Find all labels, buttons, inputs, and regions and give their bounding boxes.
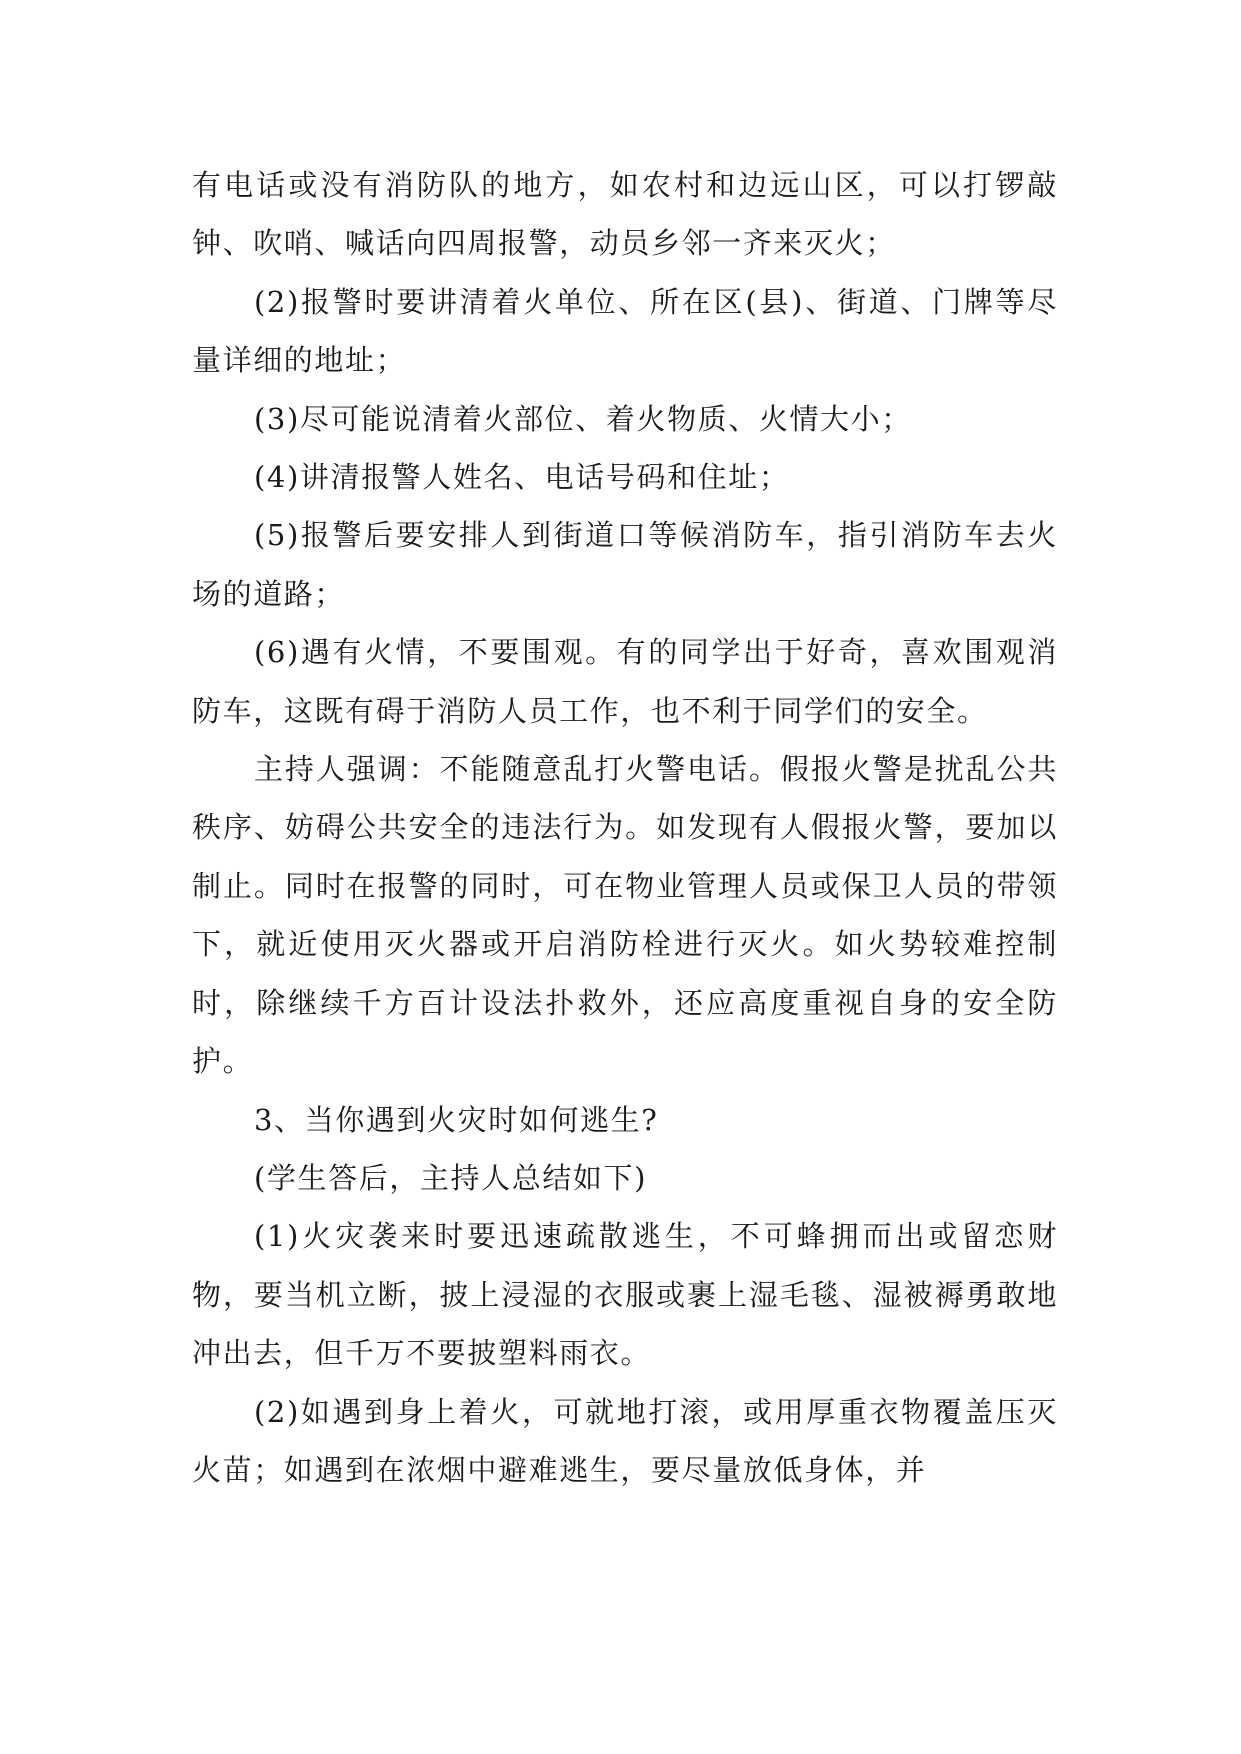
paragraph-host-summary-intro: (学生答后，主持人总结如下) [254, 1160, 648, 1195]
paragraph-item-5-guide-truck: (5)报警后要安排人到街道口等候消防车，指引消防车去火场的道路； [192, 518, 1058, 611]
document-body [192, 156, 1058, 1499]
paragraph-item-6-no-crowding: (6)遇有火情，不要围观。有的同学出于好奇，喜欢围观消防车，这既有碍于消防人员工作，也不利于同学们的安全。 [192, 635, 1058, 728]
section-heading-escape: 3、当你遇到火灾时如何逃生? [254, 1102, 659, 1137]
paragraph-item-3-fire-details: (3)尽可能说清着火部位、着火物质、火情大小； [254, 401, 912, 436]
paragraph-alarm-methods: 有电话或没有消防队的地方，如农村和边远山区，可以打锣敲钟、吹哨、喊话向四周报警，动员乡邻一齐来灭火； [192, 168, 1058, 261]
paragraph-host-emphasis: 主持人强调：不能随意乱打火警电话。假报火警是扰乱公共秩序、妨碍公共安全的违法行为。如发现有人假报火警，要加以制止。同时在报警的同时，可在物业管理人员或保卫人员的带领下，就近使用灭火器或开启消防栓进行灭火。如火势较难控制时，除继续千方百计设法扑救外，还应高度重视自身的安全防护。 [192, 752, 1058, 1079]
paragraph-item-4-caller-info: (4)讲清报警人姓名、电话号码和住址； [254, 460, 790, 495]
paragraph-escape-item-1: (1)火灾袭来时要迅速疏散逃生，不可蜂拥而出或留恋财物，要当机立断，披上浸湿的衣服或裹上湿毛毯、湿被褥勇敢地冲出去，但千万不要披塑料雨衣。 [192, 1219, 1058, 1371]
paragraph-escape-item-2: (2)如遇到身上着火，可就地打滚，或用厚重衣物覆盖压灭火苗；如遇到在浓烟中避难逃生，要尽量放低身体，并 [192, 1394, 1058, 1487]
paragraph-item-2-address: (2)报警时要讲清着火单位、所在区(县)、街道、门牌等尽量详细的地址； [192, 284, 1058, 378]
